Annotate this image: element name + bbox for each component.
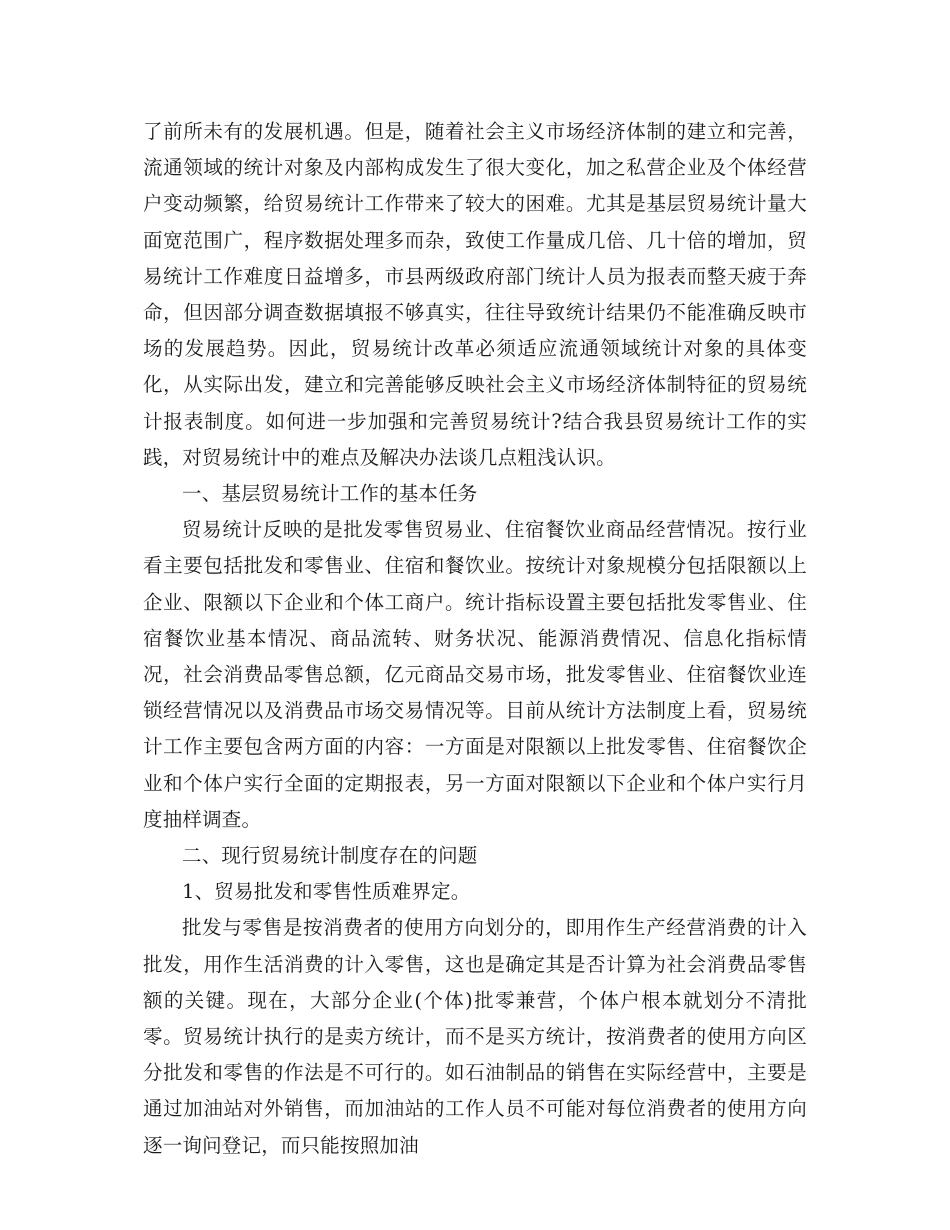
paragraph-wholesale-retail: 批发与零售是按消费者的使用方向划分的，即用作生产经营消费的计入批发，用作生活消费的计入零售，这也是确定其是否计算为社会消费品零售额的关键。现在，大部分企业(个体)批零兼营，个体户根本就划分不清批零。贸易统计执行的是卖方统计，而不是买方统计，按消费者的使用方向区分批发和零售的作法是不可行的。如石油制品的销售在实际经营中，主要是通过加油站对外销售，而加油站的工作人员不可能对每位消费者的使用方向逐一询问登记，而只能按照加油 bbox=[143, 916, 807, 1157]
document-page bbox=[143, 114, 807, 1164]
paragraph-basic-tasks: 贸易统计反映的是批发零售贸易业、住宿餐饮业商品经营情况。按行业看主要包括批发和零售业、住宿和餐饮业。按统计对象规模分包括限额以上企业、限额以下企业和个体工商户。统计指标设置主要包括批发零售业、住宿餐饮业基本情况、商品流转、财务状况、能源消费情况、信息化指标情况，社会消费品零售总额，亿元商品交易市场，批发零售业、住宿餐饮业连锁经营情况以及消费品市场交易情况等。目前从统计方法制度上看，贸易统计工作主要包含两方面的内容：一方面是对限额以上批发零售、住宿餐饮企业和个体户实行全面的定期报表，另一方面对限额以下企业和个体户实行月度抽样调查。 bbox=[143, 518, 807, 831]
paragraph-intro-continued: 了前所未有的发展机遇。但是，随着社会主义市场经济体制的建立和完善，流通领域的统计对象及内部构成发生了很大变化，加之私营企业及个体经营户变动频繁，给贸易统计工作带来了较大的困难。尤其是基层贸易统计量大面宽范围广，程序数据处理多而杂，致使工作量成几倍、几十倍的增加，贸易统计工作难度日益增多，市县两级政府部门统计人员为报表而整天疲于奔命，但因部分调查数据填报不够真实，往往导致统计结果仍不能准确反映市场的发展趋势。因此，贸易统计改革必须适应流通领域统计对象的具体变化，从实际出发，建立和完善能够反映社会主义市场经济体制特征的贸易统计报表制度。如何进一步加强和完善贸易统计?结合我县贸易统计工作的实践，对贸易统计中的难点及解决办法谈几点粗浅认识。 bbox=[143, 120, 807, 469]
section-heading-1: 一、基层贸易统计工作的基本任务 bbox=[182, 482, 478, 506]
subsection-heading-1: 1、贸易批发和零售性质难界定。 bbox=[182, 880, 471, 904]
section-heading-2: 二、现行贸易统计制度存在的问题 bbox=[182, 844, 478, 868]
